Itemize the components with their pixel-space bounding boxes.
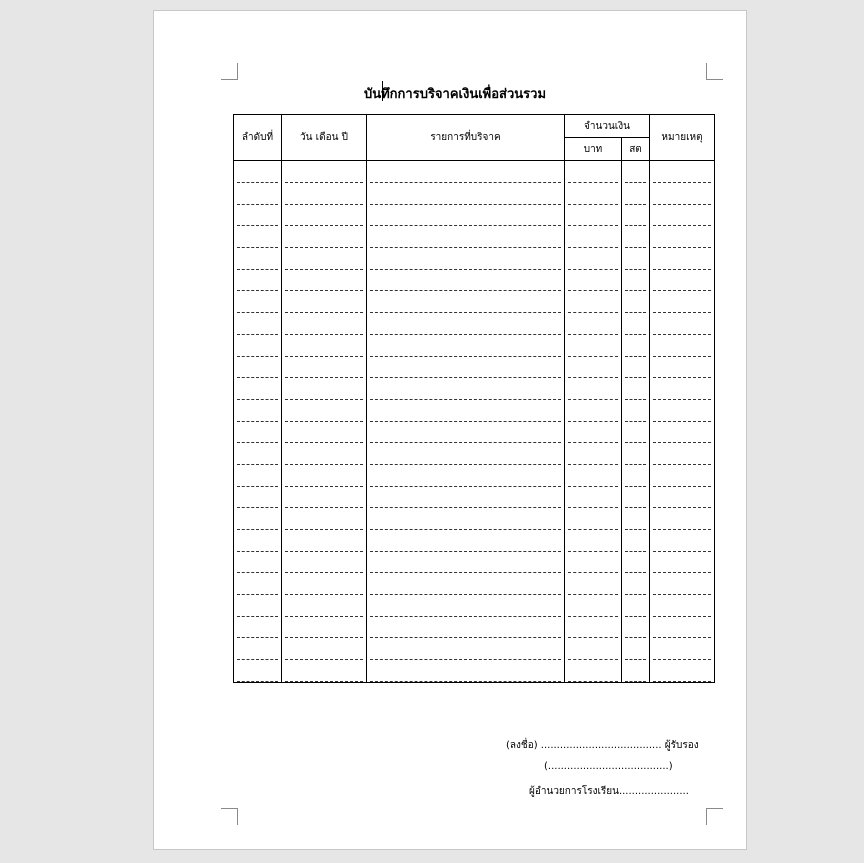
table-cell[interactable]	[622, 530, 650, 552]
table-cell[interactable]	[367, 183, 565, 205]
table-cell[interactable]	[622, 161, 650, 184]
table-row	[234, 530, 715, 552]
header-satang: สต	[622, 138, 650, 161]
table-cell[interactable]	[650, 508, 715, 530]
margin-corner-top-right	[706, 63, 723, 80]
table-cell[interactable]	[565, 465, 622, 487]
margin-corner-bottom-right	[706, 808, 723, 825]
table-cell[interactable]	[282, 313, 367, 335]
table-cell[interactable]	[234, 335, 282, 357]
table-cell[interactable]	[650, 422, 715, 444]
table-cell[interactable]	[565, 248, 622, 270]
table-cell[interactable]	[622, 313, 650, 335]
table-cell[interactable]	[622, 638, 650, 660]
table-cell[interactable]	[234, 226, 282, 248]
table-cell[interactable]	[367, 617, 565, 639]
table-cell[interactable]	[565, 378, 622, 400]
table-row	[234, 313, 715, 335]
table-cell[interactable]	[367, 161, 565, 184]
table-cell[interactable]	[622, 270, 650, 292]
table-cell[interactable]	[282, 530, 367, 552]
table-cell[interactable]	[650, 443, 715, 465]
table-cell[interactable]	[565, 400, 622, 422]
table-cell[interactable]	[565, 573, 622, 595]
table-cell[interactable]	[282, 205, 367, 227]
table-cell[interactable]	[234, 291, 282, 313]
table-cell[interactable]	[650, 313, 715, 335]
table-cell[interactable]	[622, 617, 650, 639]
table-row	[234, 573, 715, 595]
table-cell[interactable]	[622, 335, 650, 357]
table-row	[234, 443, 715, 465]
table-cell[interactable]	[367, 443, 565, 465]
table-cell[interactable]	[234, 617, 282, 639]
table-row	[234, 183, 715, 205]
table-row	[234, 660, 715, 682]
donation-record-table	[233, 114, 715, 683]
table-cell[interactable]	[650, 617, 715, 639]
table-cell[interactable]	[234, 357, 282, 379]
table-cell[interactable]	[367, 465, 565, 487]
table-row	[234, 226, 715, 248]
table-cell[interactable]	[650, 357, 715, 379]
margin-corner-top-left	[221, 63, 238, 80]
table-cell[interactable]	[282, 443, 367, 465]
table-cell[interactable]	[282, 638, 367, 660]
table-cell[interactable]	[234, 161, 282, 184]
table-cell[interactable]	[282, 508, 367, 530]
table-cell[interactable]	[282, 617, 367, 639]
table-cell[interactable]	[650, 595, 715, 617]
table-row	[234, 487, 715, 509]
table-cell[interactable]	[565, 617, 622, 639]
table-cell[interactable]	[282, 335, 367, 357]
table-cell[interactable]	[565, 291, 622, 313]
table-cell[interactable]	[650, 530, 715, 552]
table-cell[interactable]	[282, 183, 367, 205]
table-cell[interactable]	[565, 270, 622, 292]
table-cell[interactable]	[622, 422, 650, 444]
table-cell[interactable]	[565, 226, 622, 248]
document-title[interactable]: บันทึกการบริจาคเงินเพื่อส่วนรวม	[363, 87, 547, 102]
table-cell[interactable]	[650, 248, 715, 270]
table-cell[interactable]	[282, 552, 367, 574]
table-cell[interactable]	[234, 487, 282, 509]
table-cell[interactable]	[234, 638, 282, 660]
table-row	[234, 465, 715, 487]
table-cell[interactable]	[282, 357, 367, 379]
table-row	[234, 205, 715, 227]
table-cell[interactable]	[282, 226, 367, 248]
table-cell[interactable]	[622, 183, 650, 205]
table-cell[interactable]	[234, 595, 282, 617]
table-cell[interactable]	[234, 422, 282, 444]
table-cell[interactable]	[650, 400, 715, 422]
table-cell[interactable]	[565, 595, 622, 617]
table-row	[234, 378, 715, 400]
table-cell[interactable]	[565, 161, 622, 184]
table-cell[interactable]	[565, 530, 622, 552]
table-cell[interactable]	[650, 270, 715, 292]
table-cell[interactable]	[622, 660, 650, 682]
table-cell[interactable]	[282, 400, 367, 422]
table-cell[interactable]	[367, 487, 565, 509]
table-cell[interactable]	[367, 205, 565, 227]
table-cell[interactable]	[565, 660, 622, 682]
table-cell[interactable]	[650, 487, 715, 509]
table-cell[interactable]	[234, 400, 282, 422]
table-cell[interactable]	[367, 248, 565, 270]
table-cell[interactable]	[650, 291, 715, 313]
table-cell[interactable]	[622, 291, 650, 313]
table-cell[interactable]	[650, 226, 715, 248]
table-cell[interactable]	[234, 378, 282, 400]
table-row	[234, 248, 715, 270]
table-cell[interactable]	[650, 183, 715, 205]
table-cell[interactable]	[565, 183, 622, 205]
table-cell[interactable]	[565, 205, 622, 227]
signature-name-line: (......................................)	[544, 761, 673, 772]
table-row	[234, 638, 715, 660]
table-cell[interactable]	[282, 573, 367, 595]
table-cell[interactable]	[622, 552, 650, 574]
table-cell[interactable]	[367, 530, 565, 552]
table-cell[interactable]	[622, 400, 650, 422]
table-cell[interactable]	[622, 205, 650, 227]
table-cell[interactable]	[565, 508, 622, 530]
table-cell[interactable]	[650, 335, 715, 357]
table-cell[interactable]	[565, 552, 622, 574]
table-cell[interactable]	[367, 508, 565, 530]
table-cell[interactable]	[650, 638, 715, 660]
table-cell[interactable]	[367, 226, 565, 248]
table-cell[interactable]	[565, 443, 622, 465]
table-cell[interactable]	[367, 638, 565, 660]
table-cell[interactable]	[367, 422, 565, 444]
table-cell[interactable]	[367, 270, 565, 292]
table-row	[234, 508, 715, 530]
table-cell[interactable]	[282, 487, 367, 509]
signature-line: (ลงชื่อ) ...................................... ผู้รับรอง	[506, 740, 699, 751]
header-date: วัน เดือน ปี	[282, 115, 367, 161]
table-cell[interactable]	[650, 205, 715, 227]
header-no: ลำดับที่	[234, 115, 282, 161]
table-cell[interactable]	[234, 248, 282, 270]
table-cell[interactable]	[234, 552, 282, 574]
table-cell[interactable]	[367, 291, 565, 313]
table-row	[234, 552, 715, 574]
table-cell[interactable]	[367, 552, 565, 574]
table-row	[234, 400, 715, 422]
table-cell[interactable]	[650, 378, 715, 400]
table-cell[interactable]	[282, 660, 367, 682]
table-cell[interactable]	[367, 573, 565, 595]
table-cell[interactable]	[282, 378, 367, 400]
table-row	[234, 422, 715, 444]
header-amount: จำนวนเงิน	[565, 115, 650, 138]
table-cell[interactable]	[565, 313, 622, 335]
record-table-body	[234, 161, 715, 683]
table-cell[interactable]	[622, 487, 650, 509]
table-cell[interactable]	[622, 378, 650, 400]
signature-position-line: ผู้อำนวยการโรงเรียน......................	[529, 786, 689, 797]
table-cell[interactable]	[234, 530, 282, 552]
table-cell[interactable]	[622, 248, 650, 270]
margin-corner-bottom-left	[221, 808, 238, 825]
table-row	[234, 335, 715, 357]
table-cell[interactable]	[282, 465, 367, 487]
table-cell[interactable]	[565, 357, 622, 379]
table-cell[interactable]	[650, 552, 715, 574]
table-cell[interactable]	[650, 573, 715, 595]
table-cell[interactable]	[234, 465, 282, 487]
table-row	[234, 270, 715, 292]
table-cell[interactable]	[234, 270, 282, 292]
table-cell[interactable]	[367, 335, 565, 357]
table-row	[234, 595, 715, 617]
table-cell[interactable]	[282, 270, 367, 292]
table-cell[interactable]	[234, 573, 282, 595]
table-cell[interactable]	[650, 161, 715, 184]
table-row	[234, 357, 715, 379]
table-cell[interactable]	[367, 400, 565, 422]
table-row	[234, 291, 715, 313]
table-cell[interactable]	[234, 205, 282, 227]
table-cell[interactable]	[282, 422, 367, 444]
table-cell[interactable]	[234, 183, 282, 205]
table-cell[interactable]	[622, 357, 650, 379]
table-cell[interactable]	[234, 313, 282, 335]
table-cell[interactable]	[622, 465, 650, 487]
table-cell[interactable]	[565, 422, 622, 444]
table-cell[interactable]	[622, 595, 650, 617]
header-baht: บาท	[565, 138, 622, 161]
table-cell[interactable]	[622, 508, 650, 530]
table-cell[interactable]	[234, 508, 282, 530]
table-cell[interactable]	[650, 465, 715, 487]
table-cell[interactable]	[622, 443, 650, 465]
table-cell[interactable]	[367, 378, 565, 400]
table-cell[interactable]	[650, 660, 715, 682]
table-cell[interactable]	[565, 638, 622, 660]
table-row	[234, 617, 715, 639]
table-cell[interactable]	[282, 595, 367, 617]
table-cell[interactable]	[234, 443, 282, 465]
table-cell[interactable]	[367, 660, 565, 682]
header-remark: หมายเหตุ	[650, 115, 715, 161]
header-item: รายการที่บริจาค	[367, 115, 565, 161]
table-cell[interactable]	[367, 357, 565, 379]
table-cell[interactable]	[622, 573, 650, 595]
table-cell[interactable]	[282, 161, 367, 184]
table-cell[interactable]	[565, 335, 622, 357]
table-cell[interactable]	[234, 660, 282, 682]
table-cell[interactable]	[367, 595, 565, 617]
document-page	[153, 10, 747, 850]
table-cell[interactable]	[282, 291, 367, 313]
table-row	[234, 161, 715, 184]
table-cell[interactable]	[282, 248, 367, 270]
table-cell[interactable]	[622, 226, 650, 248]
table-cell[interactable]	[367, 313, 565, 335]
table-cell[interactable]	[565, 487, 622, 509]
